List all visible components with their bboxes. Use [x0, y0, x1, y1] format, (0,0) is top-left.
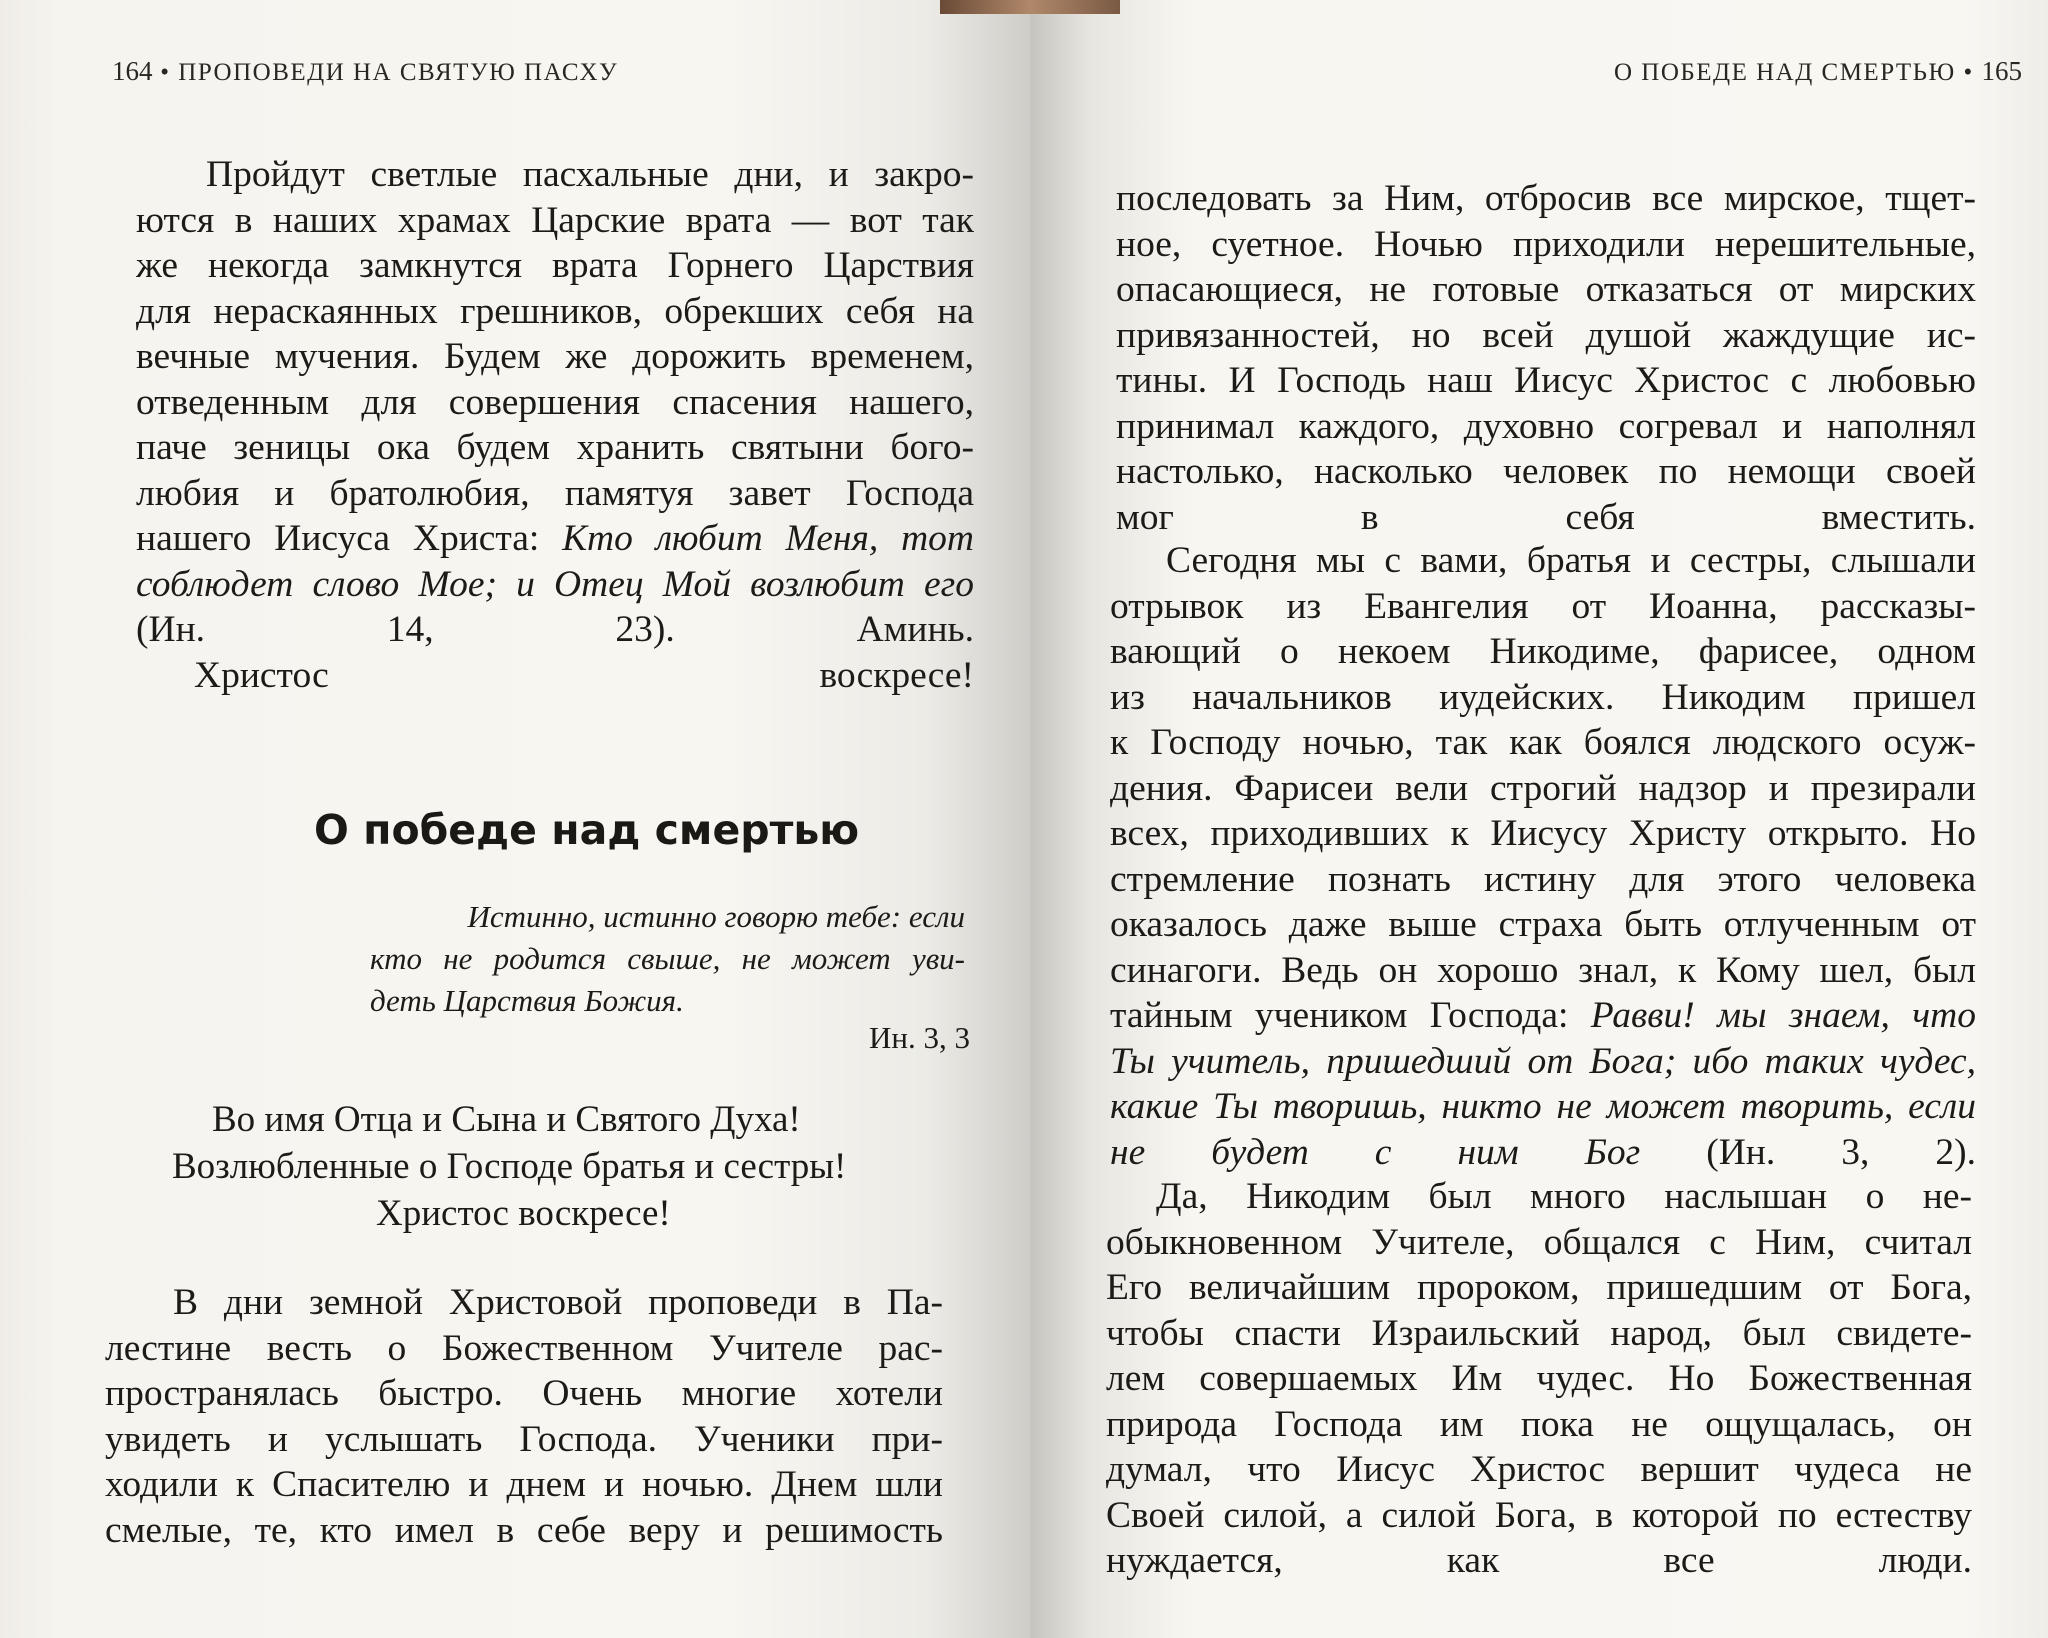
text-line: [1110, 993, 1976, 1039]
text-line: вечные мучения. Будем же дорожить временем,: [136, 336, 974, 377]
text-line: из начальников иудейских. Никодим пришел: [1110, 676, 1976, 718]
text-run: нашего Иисуса Христа:: [136, 518, 563, 559]
scripture-quote: Ты учитель, пришедший от Бога; ибо таких чудес,: [1110, 1040, 1976, 1082]
text-line: тины. И Господь наш Иисус Христос с любовью: [1116, 360, 1976, 401]
text-line: Его величайшим пророком, пришедшим от Бога,: [1106, 1267, 1972, 1308]
right-running-head: [1614, 56, 2022, 87]
text-line: лем совершаемых Им чудес. Но Божественная: [1106, 1358, 1972, 1399]
text-line: же некогда замкнутся врата Горнего Царствия: [136, 245, 974, 286]
epigraph-reference: Ин. 3, 3: [869, 1020, 970, 1055]
text-line: [1110, 1039, 1976, 1085]
right-paragraph-2: [1110, 538, 1976, 1175]
text-line: любия и братолюбия, памятуя завет Господа: [136, 472, 974, 514]
text-line: для нераскаянных грешников, обрекших себя на: [136, 290, 974, 332]
text-line: пространялась быстро. Очень многие хотели: [105, 1373, 943, 1414]
left-paragraph-2: [105, 1280, 943, 1553]
right-page: [1030, 0, 2048, 1638]
text-line: чтобы спасти Израильский народ, был свидете-: [1106, 1312, 1972, 1354]
text-line: смелые, те, кто имел в себе веру и решимость: [105, 1509, 943, 1551]
left-page-number: 164: [112, 56, 153, 86]
closing-line: Христос воскресе!: [194, 654, 974, 696]
text-line: В дни земной Христовой проповеди в Па-: [173, 1282, 943, 1323]
section-title: О победе над смертью: [314, 806, 860, 854]
left-running-title: ПРОПОВЕДИ НА СВЯТУЮ ПАСХУ: [178, 59, 619, 86]
text-line: настолько, насколько человек по немощи своей: [1116, 451, 1976, 492]
text-line: вающий о некоем Никодиме, фарисее, одном: [1110, 631, 1976, 672]
epigraph-line: Истинно, истинно говорю тебе: если: [467, 899, 965, 934]
text-line: ное, суетное. Ночью приходили нерешительные,: [1116, 223, 1976, 265]
bullet-separator: •: [160, 59, 179, 86]
text-line: дения. Фарисеи вели строгий надзор и презирали: [1110, 767, 1976, 809]
text-line: мог в себя вместить.: [1116, 496, 1976, 538]
epigraph-line: кто не родится свыше, не может уви-: [370, 941, 965, 976]
scripture-quote: какие Ты творишь, никто не может творить, если: [1110, 1086, 1976, 1127]
text-line: нуждается, как все люди.: [1106, 1540, 1972, 1581]
text-line: Сегодня мы с вами, братья и сестры, слышали: [1166, 540, 1976, 581]
text-run: тайным учеником Господа:: [1110, 995, 1591, 1036]
text-line: отведенным для совершения спасения нашего,: [136, 381, 974, 423]
text-line: природа Господа им пока не ощущалась, он: [1106, 1403, 1972, 1445]
text-line: ходили к Спасителю и днем и ночью. Днем шли: [105, 1464, 943, 1505]
text-line: Своей силой, а силой Бога, в которой по естеству: [1106, 1494, 1972, 1536]
text-line: [1110, 1130, 1976, 1176]
epigraph-line: деть Царствия Божия.: [370, 983, 684, 1018]
text-line: обыкновенном Учителе, общался с Ним, считал: [1106, 1221, 1972, 1263]
text-line: опасающиеся, не готовые отказаться от мирских: [1116, 269, 1976, 310]
text-line: думал, что Иисус Христос вершит чудеса не: [1106, 1449, 1972, 1490]
text-line: лестине весть о Божественном Учителе рас-: [105, 1327, 943, 1369]
bullet-separator: •: [1963, 59, 1982, 86]
text-line: стремление познать истину для этого человека: [1110, 858, 1976, 900]
left-paragraph-1: [136, 152, 974, 698]
scripture-quote: Равви! мы знаем, что: [1590, 995, 1976, 1036]
text-line: Пройдут светлые пасхальные дни, и закро-: [206, 154, 974, 195]
text-line: привязанностей, но всей душой жаждущие ис-: [1116, 314, 1976, 356]
text-run: (Ин. 3, 2).: [1640, 1131, 1976, 1173]
text-line: [136, 516, 974, 562]
greeting-line: Возлюбленные о Господе братья и сестры!: [172, 1146, 847, 1187]
text-line: ются в наших храмах Царские врата — вот так: [136, 199, 974, 241]
right-page-number: 165: [1981, 56, 2022, 86]
text-line: оказалось даже выше страха быть отлученным от: [1110, 904, 1976, 945]
text-line: [1110, 1084, 1976, 1130]
text-line: Да, Никодим был много наслышан о не-: [1156, 1176, 1972, 1217]
text-line: [136, 562, 974, 608]
text-line: увидеть и услышать Господа. Ученики при-: [105, 1418, 943, 1460]
text-line: последовать за Ним, отбросив все мирское, тщет-: [1116, 178, 1976, 219]
right-running-title: О ПОБЕДЕ НАД СМЕРТЬЮ: [1614, 59, 1956, 86]
right-paragraph-1: [1116, 176, 1976, 540]
right-paragraph-3: [1106, 1174, 1972, 1584]
greeting-line: Христос воскресе!: [376, 1193, 671, 1234]
text-line: к Господу ночью, так как боялся людского осуж-: [1110, 722, 1976, 763]
text-line: принимал каждого, духовно согревал и наполнял: [1116, 405, 1976, 447]
text-line: (Ин. 14, 23). Аминь.: [136, 609, 974, 650]
text-line: синагоги. Ведь он хорошо знал, к Кому шел, был: [1110, 949, 1976, 991]
scripture-quote: не будет с ним Бог: [1110, 1131, 1641, 1173]
left-running-head: [112, 56, 618, 87]
text-line: паче зеницы ока будем хранить святыни бого-: [136, 427, 974, 468]
text-line: всех, приходивших к Иисусу Христу открыто. Но: [1110, 813, 1976, 854]
epigraph: [370, 896, 965, 1022]
greeting-line: Во имя Отца и Сына и Святого Духа!: [212, 1099, 801, 1140]
scripture-quote: Кто любит Меня, тот: [562, 518, 974, 559]
scripture-quote: соблюдет слово Мое; и Отец Мой возлюбит его: [136, 563, 974, 605]
text-line: отрывок из Евангелия от Иоанна, рассказы-: [1110, 585, 1976, 627]
book-edge-strip: [940, 0, 1120, 14]
